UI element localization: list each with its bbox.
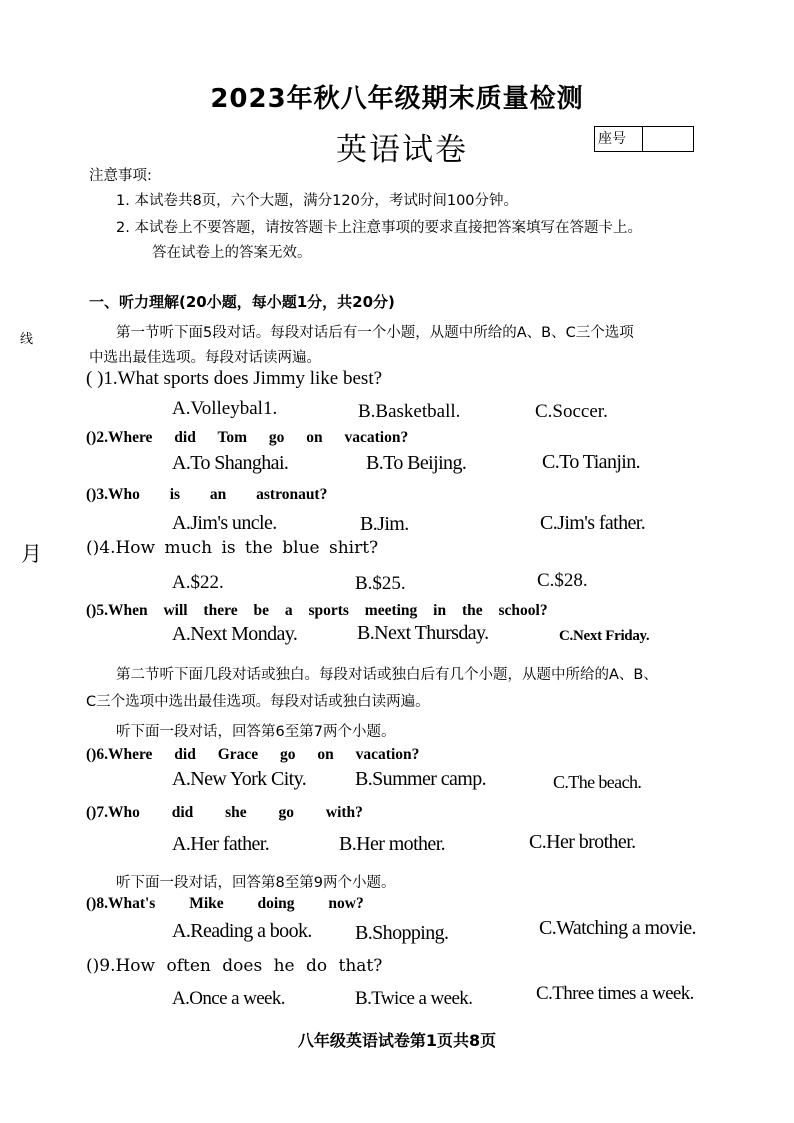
question-2-option-b: B.To Beijing. bbox=[366, 452, 467, 474]
question-7-option-c: C.Her brother. bbox=[529, 831, 636, 853]
question-7-option-b: B.Her mother. bbox=[339, 833, 446, 855]
question-5-option-b: B.Next Thursday. bbox=[357, 622, 489, 644]
question-8-stem: ()8.What's Mike doing now? bbox=[86, 895, 364, 912]
question-5-option-c: C.Next Friday. bbox=[559, 628, 650, 644]
part1-intro-line2: 中选出最佳选项。每段对话读两遍。 bbox=[89, 350, 321, 366]
question-1-stem: ( )1.What sports does Jimmy like best? bbox=[86, 368, 383, 389]
question-6-option-c: C.The beach. bbox=[553, 772, 642, 792]
notice-item-3: 答在试卷上的答案无效。 bbox=[152, 245, 312, 261]
question-1-option-c: C.Soccer. bbox=[535, 401, 608, 422]
notice-item-2: 2. 本试卷上不要答题，请按答题卡上注意事项的要求直接把答案填写在答题卡上。 bbox=[116, 220, 642, 236]
question-3-stem: ()3.Who is an astronaut? bbox=[86, 486, 328, 503]
section-heading: 一、听力理解(20小题，每小题1分，共20分) bbox=[89, 293, 395, 311]
question-8-option-a: A.Reading a book. bbox=[172, 920, 312, 942]
question-1-option-a: A.Volleybal1. bbox=[172, 398, 278, 419]
question-4-stem: ()4.How much is the blue shirt? bbox=[86, 538, 379, 558]
exam-subtitle: 英语试卷 bbox=[336, 132, 468, 168]
question-7-stem: ()7.Who did she go with? bbox=[86, 804, 363, 821]
seat-label: 座号 bbox=[595, 127, 643, 151]
seat-number-box bbox=[594, 126, 694, 152]
question-6-option-b: B.Summer camp. bbox=[355, 768, 487, 790]
question-9-option-a: A.Once a week. bbox=[172, 988, 285, 1009]
question-4-option-a: A.$22. bbox=[172, 572, 224, 593]
question-6-option-a: A.New York City. bbox=[172, 768, 307, 790]
question-1-option-b: B.Basketball. bbox=[358, 401, 461, 422]
question-8-option-b: B.Shopping. bbox=[355, 922, 449, 944]
question-9-option-c: C.Three times a week. bbox=[536, 983, 694, 1004]
notice-item-1: 1. 本试卷共8页，六个大题，满分120分，考试时间100分钟。 bbox=[116, 193, 519, 209]
question-2-option-c: C.To Tianjin. bbox=[542, 451, 641, 473]
dialog-instruction-6-7: 听下面一段对话，回答第6至第7两个小题。 bbox=[116, 724, 396, 740]
month-char: 月 bbox=[21, 542, 42, 566]
exam-title: 2023年秋八年级期末质量检测 bbox=[210, 84, 584, 114]
question-3-option-b: B.Jim. bbox=[360, 513, 409, 535]
seat-number-field[interactable] bbox=[643, 127, 693, 151]
question-5-option-a: A.Next Monday. bbox=[172, 623, 298, 645]
question-9-stem: ()9.How often does he do that? bbox=[86, 956, 383, 976]
part2-intro-line2: C三个选项中选出最佳选项。每段对话或独白读两遍。 bbox=[86, 694, 430, 710]
question-6-stem: ()6.Where did Grace go on vacation? bbox=[86, 746, 420, 763]
question-5-stem: ()5.When will there be a sports meeting in the school? bbox=[86, 602, 548, 619]
question-4-option-c: C.$28. bbox=[537, 570, 588, 591]
question-7-option-a: A.Her father. bbox=[172, 833, 270, 855]
question-9-option-b: B.Twice a week. bbox=[355, 988, 473, 1009]
part2-intro-line1: 第二节听下面几段对话或独白。每段对话或独白后有几个小题，从题中所给的A、B、 bbox=[116, 667, 658, 683]
question-4-option-b: B.$25. bbox=[355, 573, 406, 594]
question-8-option-c: C.Watching a movie. bbox=[539, 917, 696, 939]
part1-intro-line1: 第一节听下面5段对话。每段对话后有一个小题，从题中所给的A、B、C三个选项 bbox=[116, 325, 634, 341]
dialog-instruction-8-9: 听下面一段对话，回答第8至第9两个小题。 bbox=[116, 875, 396, 891]
question-2-stem: ()2.Where did Tom go on vacation? bbox=[86, 429, 409, 446]
page-footer: 八年级英语试卷第1页共8页 bbox=[297, 1031, 497, 1050]
question-3-option-a: A.Jim's uncle. bbox=[172, 512, 277, 534]
binding-line-char: 线 bbox=[20, 332, 34, 347]
notice-heading: 注意事项: bbox=[89, 168, 152, 184]
question-2-option-a: A.To Shanghai. bbox=[172, 452, 289, 474]
question-3-option-c: C.Jim's father. bbox=[540, 512, 646, 534]
